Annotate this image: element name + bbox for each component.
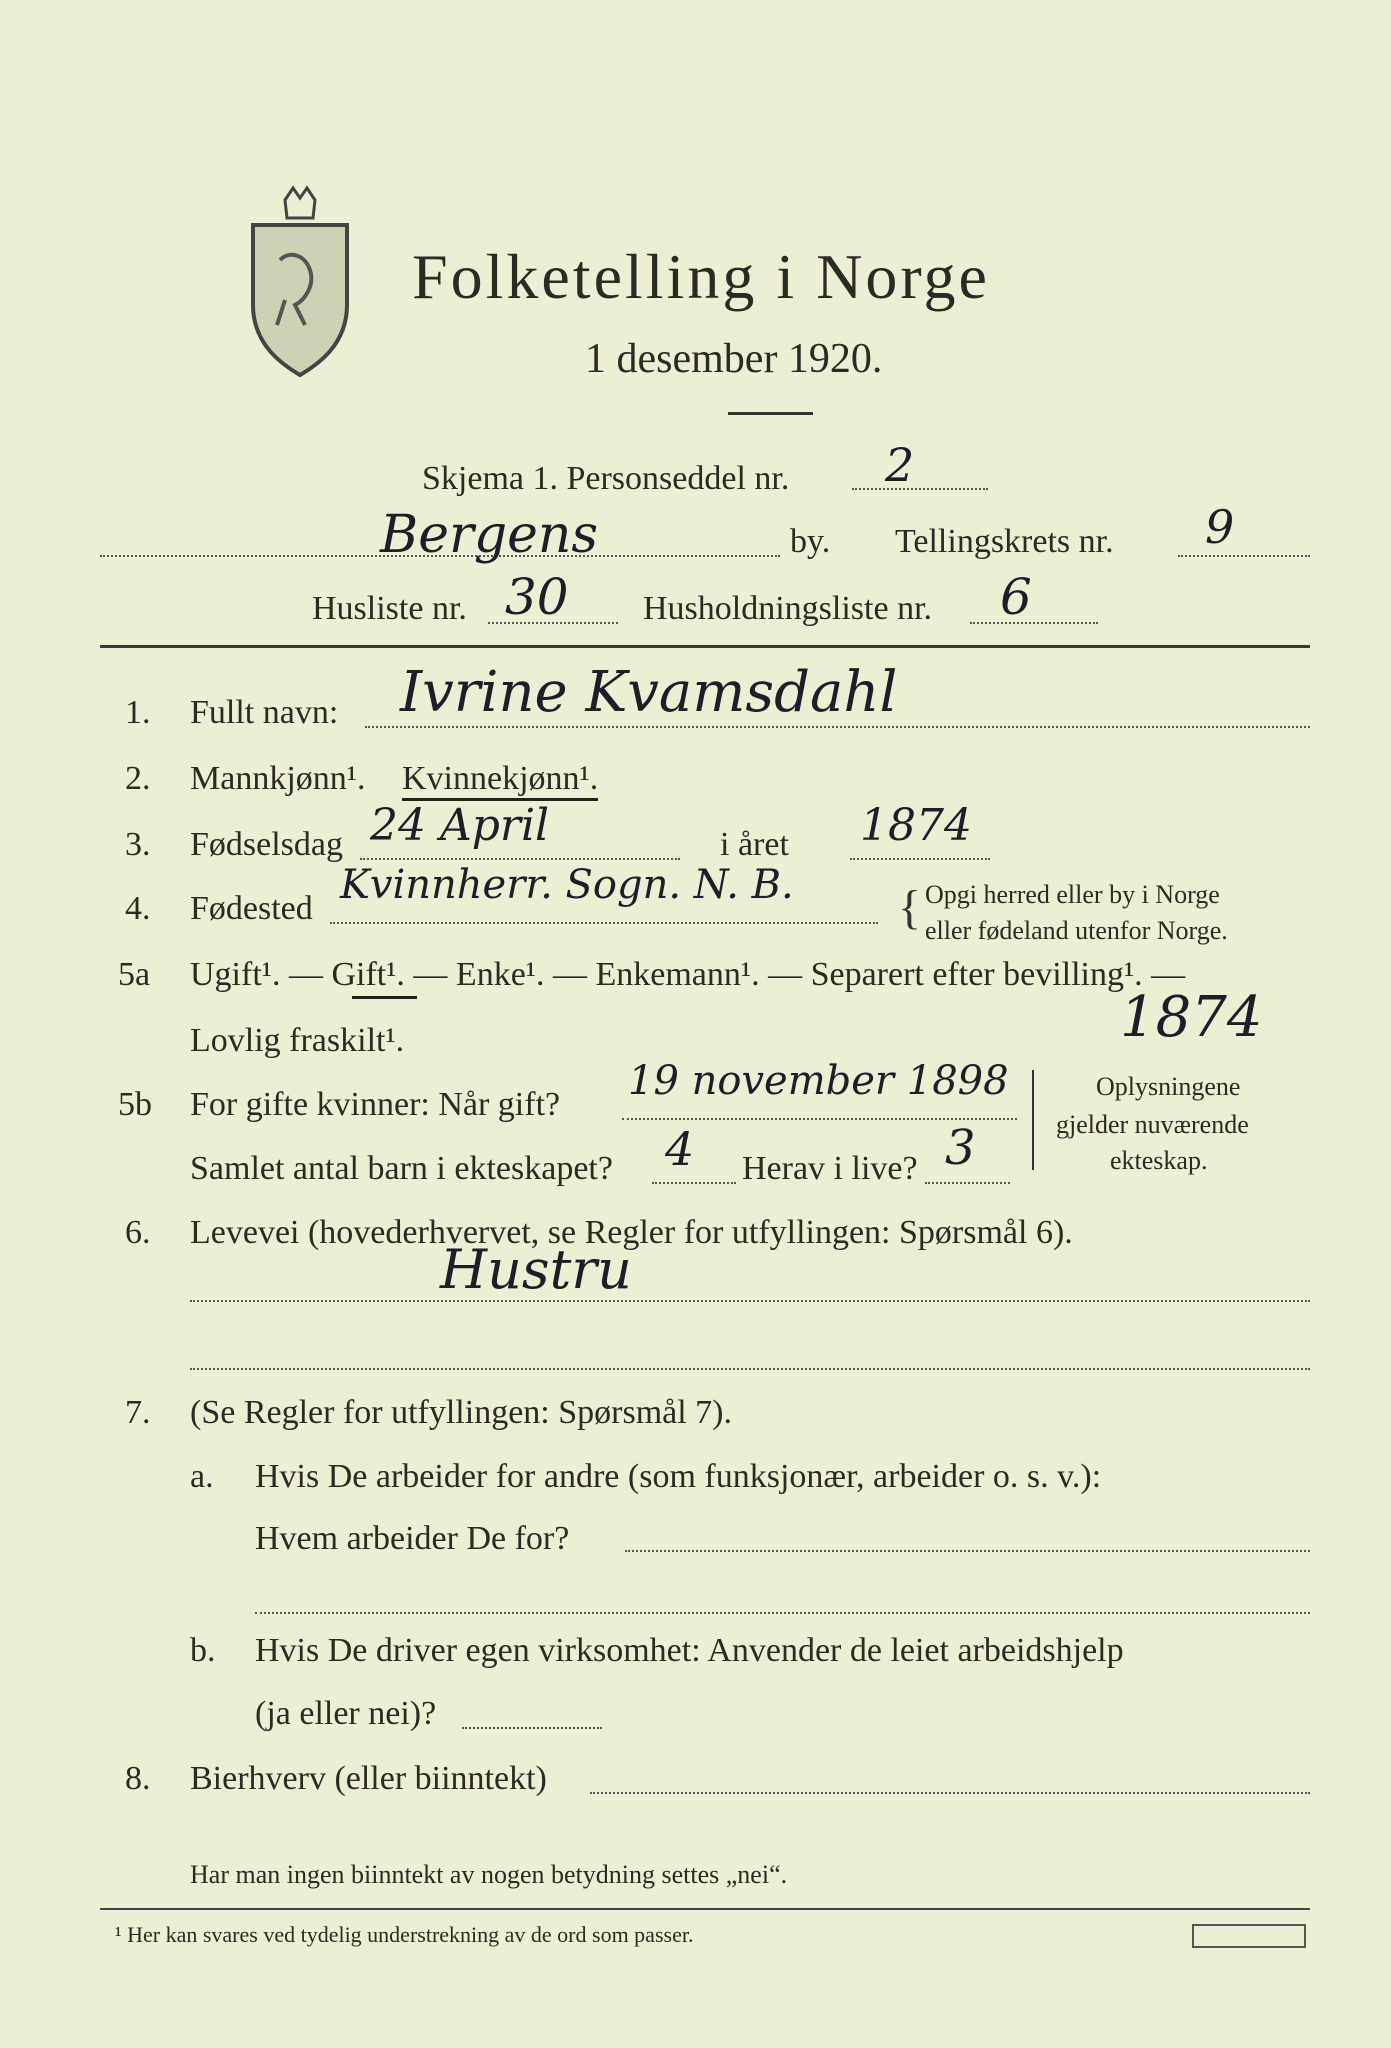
q3-num: 3. — [125, 826, 151, 863]
schema-line — [852, 488, 988, 490]
q8-label: Bierhverv (eller biinntekt) — [190, 1760, 547, 1797]
q6-line2 — [190, 1368, 1310, 1370]
q5b-note1: Oplysningene — [1096, 1072, 1241, 1101]
q5b-value: 19 november 1898 — [628, 1058, 1009, 1104]
q8-num: 8. — [125, 1760, 151, 1797]
city-value: Bergens — [380, 505, 599, 565]
q2-num: 2. — [125, 760, 151, 797]
printer-stamp — [1192, 1924, 1306, 1948]
q1-value: Ivrine Kvamsdahl — [400, 660, 898, 725]
q4-label: Fødested — [190, 890, 313, 927]
q4-brace: { — [898, 881, 922, 934]
q6-num: 6. — [125, 1214, 151, 1251]
q1-line — [365, 726, 1310, 728]
q7b-line — [462, 1727, 602, 1729]
q7a-num: a. — [190, 1458, 214, 1495]
q5a-text: Ugift¹. — Gift¹. — Enke¹. — Enkemann¹. — Separert efter bevilling¹. — — [190, 956, 1186, 993]
q3-year: 1874 — [860, 800, 972, 851]
q5b-alive-label: Herav i live? — [742, 1150, 918, 1187]
q5b-alive-line — [925, 1182, 1010, 1184]
q6-label: Levevei (hovederhvervet, se Regler for utfyllingen: Spørsmål 6). — [190, 1214, 1073, 1251]
hh-value: 6 — [1000, 568, 1032, 626]
hh-label: Husholdningsliste nr. — [643, 590, 933, 627]
schema-value: 2 — [885, 438, 915, 492]
q4-line — [330, 922, 878, 924]
q3-year-line — [850, 858, 990, 860]
q4-note2: eller fødeland utenfor Norge. — [925, 916, 1228, 945]
q5b-num: 5b — [118, 1086, 152, 1123]
q4-note1: Opgi herred eller by i Norge — [925, 880, 1220, 909]
krets-line — [1178, 555, 1310, 557]
q5b-bracket — [1032, 1070, 1040, 1170]
q2-female-underlined: Kvinnekjønn¹. — [402, 760, 598, 801]
husliste-value: 30 — [505, 568, 569, 626]
title-divider — [728, 412, 813, 415]
q5a-text2: Lovlig fraskilt¹. — [190, 1022, 405, 1059]
q3-year-label: i året — [720, 826, 789, 863]
q3-label: Fødselsdag — [190, 826, 343, 863]
note-text: Har man ingen biinntekt av nogen betydning settes „nei“. — [190, 1860, 788, 1889]
q5b-note2: gjelder nuværende — [1056, 1110, 1249, 1139]
q7a-line2 — [255, 1612, 1310, 1614]
q5b-children: 4 — [665, 1122, 695, 1176]
q5b-note3: ekteskap. — [1110, 1146, 1208, 1175]
q7b-text: Hvis De driver egen virksomhet: Anvender de leiet arbeidshjelp — [255, 1632, 1124, 1669]
form-date: 1 desember 1920. — [585, 336, 883, 382]
krets-label: Tellingskrets nr. — [895, 523, 1114, 560]
footnote: ¹ Her kan svares ved tydelig understrekning av de ord som passer. — [115, 1922, 694, 1947]
q5b-children-label: Samlet antal barn i ekteskapet? — [190, 1150, 613, 1187]
q5a-annot: 1874 — [1120, 985, 1263, 1050]
q5b-alive: 3 — [945, 1120, 976, 1176]
q7a-text: Hvis De arbeider for andre (som funksjonær, arbeider o. s. v.): — [255, 1458, 1102, 1495]
q5a-gift-underline — [352, 996, 417, 999]
q7-label: (Se Regler for utfyllingen: Spørsmål 7). — [190, 1394, 733, 1431]
q2-male: Mannkjønn¹. — [190, 760, 366, 797]
footer-rule — [100, 1908, 1310, 1910]
q8-line — [590, 1792, 1310, 1794]
q6-line1 — [190, 1300, 1310, 1302]
city-by-label: by. — [790, 523, 831, 560]
hh-line — [970, 622, 1098, 624]
schema-label: Skjema 1. Personseddel nr. — [422, 460, 790, 497]
q1-label: Fullt navn: — [190, 694, 339, 731]
q5b-children-line — [652, 1182, 736, 1184]
krets-value: 9 — [1205, 500, 1235, 554]
header-rule — [100, 645, 1310, 648]
q7b-num: b. — [190, 1632, 216, 1669]
q7b-text2: (ja eller nei)? — [255, 1695, 437, 1732]
q3-value: 24 April — [370, 800, 550, 851]
q7-num: 7. — [125, 1394, 151, 1431]
form-title: Folketelling i Norge — [412, 241, 990, 312]
q4-num: 4. — [125, 890, 151, 927]
q4-value: Kvinnherr. Sogn. N. B. — [340, 862, 794, 908]
coat-of-arms-icon — [245, 180, 355, 380]
q3-line — [360, 858, 680, 860]
q5a-num: 5a — [118, 956, 151, 993]
q5b-label: For gifte kvinner: Når gift? — [190, 1086, 561, 1123]
q6-value: Hustru — [440, 1238, 632, 1301]
husliste-label: Husliste nr. — [312, 590, 467, 627]
q7a-text2: Hvem arbeider De for? — [255, 1520, 570, 1557]
q7a-line1 — [625, 1550, 1310, 1552]
q1-num: 1. — [125, 694, 151, 731]
